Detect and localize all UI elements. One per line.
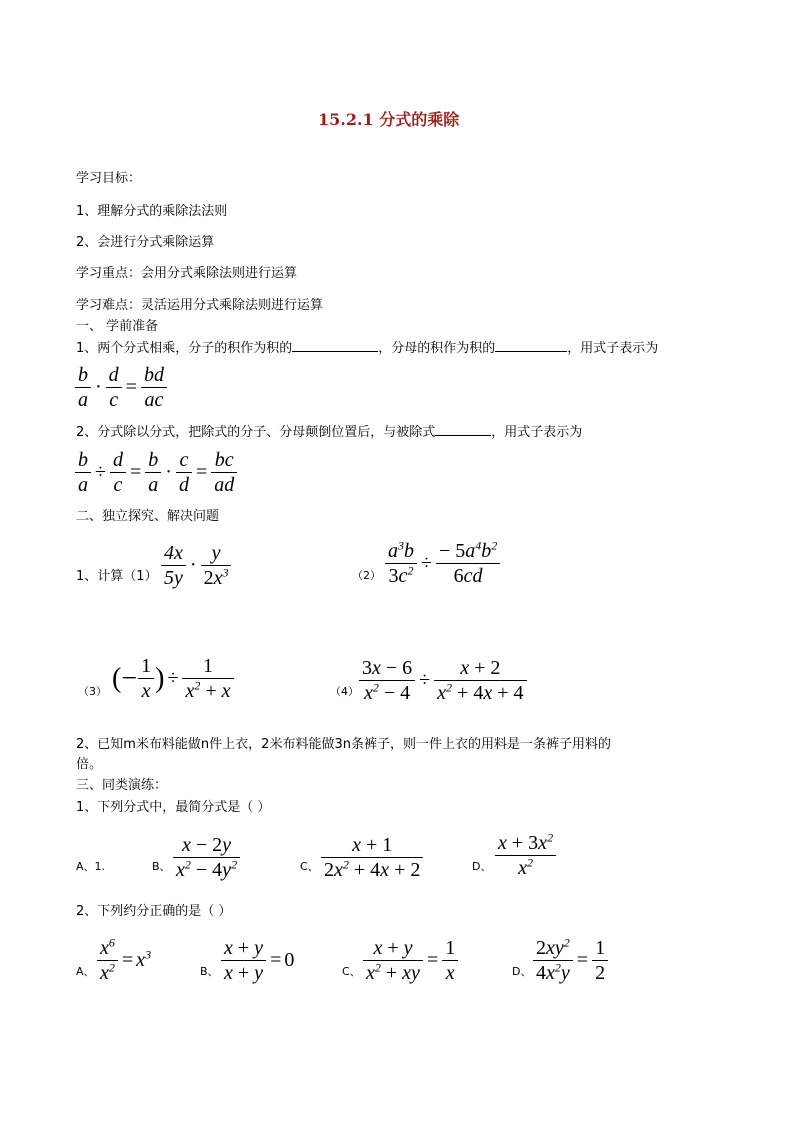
blank-numerator[interactable] — [292, 351, 378, 352]
section1-q2-text-b: ，用式子表示为 — [491, 425, 583, 440]
calc-label: 1、计算（1） — [76, 569, 158, 584]
blank-denominator[interactable] — [495, 351, 567, 352]
q2-option-b-expr: $\frac{x + y}{x + y}$ = 0 — [220, 936, 294, 985]
section2-q2-line2: 倍。 — [76, 757, 103, 772]
calc-label-2: （2） — [352, 569, 381, 582]
formula-multiplication: $\frac{b}{a}$ · $\frac{d}{c}$ = $\frac{bd}{ac}$ — [74, 363, 168, 412]
q1-option-d-expr: $\frac{x + 3x^2}{x^2}$ — [494, 831, 557, 880]
calc-expr-2: $\frac{a^3b}{3c^2}$ ÷ $\frac{- 5a^4b^2}{6cd}$ — [384, 539, 501, 588]
q2-option-d-expr: $\frac{2xy^2}{4x^2y}$ = $\frac{1}{2}$ — [532, 936, 609, 985]
section1-q2-text-a: 2、分式除以分式，把除式的分子、分母颠倒位置后，与被除式 — [76, 425, 436, 440]
section3-q1: 1、下列分式中，最简分式是（ ） — [76, 800, 271, 815]
q1-option-d-label: D、 — [472, 860, 492, 873]
page-title: 15.2.1 分式的乘除 — [318, 110, 460, 129]
calc-label-3: （3） — [78, 685, 107, 698]
calc-expr-1: $\frac{4x}{5y}$ · $\frac{y}{2x^3}$ — [160, 541, 232, 590]
difficult-point: 学习难点：灵活运用分式乘除法则进行运算 — [76, 298, 324, 313]
q2-option-a-label: A、 — [76, 965, 95, 978]
blank-multiply[interactable] — [435, 435, 491, 436]
q1-option-b-label: B、 — [152, 860, 171, 873]
calc-expr-3: (− $\frac{1}{x}$ ) ÷ $\frac{1}{x^2 + x}$ — [112, 654, 235, 703]
goal-item-1: 1、理解分式的乘除法法则 — [76, 204, 228, 219]
q2-option-b-label: B、 — [200, 965, 219, 978]
section1-q1-text-a: 1、两个分式相乘，分子的积作为积的 — [76, 341, 293, 356]
section1-q1-text-b: ，分母的积作为积的 — [378, 341, 496, 356]
q1-option-c-expr: $\frac{x + 1}{2x^2 + 4x + 2}$ — [320, 833, 424, 882]
goals-heading: 学习目标： — [76, 171, 142, 186]
section2-q2-line1: 2、已知m米布料能做n件上衣，2米布料能做3n条裤子，则一件上衣的用料是一条裤子用料的 — [76, 737, 611, 752]
section1-q2 — [76, 425, 582, 441]
q1-option-b-expr: $\frac{x - 2y}{x^2 - 4y^2}$ — [172, 833, 241, 882]
section1-heading: 一、 学前准备 — [76, 319, 159, 334]
calc-label-4: （4） — [330, 685, 359, 698]
section1-q1-text-c: ，用式子表示为 — [567, 341, 659, 356]
section3-q2: 2、下列约分正确的是（ ） — [76, 904, 232, 919]
q2-option-a-expr: $\frac{x^6}{x^2}$ = $x^3$ — [96, 936, 151, 985]
key-point: 学习重点：会用分式乘除法则进行运算 — [76, 266, 298, 281]
q2-option-c-label: C、 — [342, 965, 361, 978]
formula-division: $\frac{b}{a}$ ÷ $\frac{d}{c}$ = $\frac{b}{a}$ · $\frac{c}{d}$ = $\frac{bc}{ad}$ — [74, 448, 238, 497]
q1-option-c-label: C、 — [300, 860, 319, 873]
q1-option-a: A、1. — [76, 860, 106, 873]
calc-expr-4: $\frac{3x - 6}{x^2 - 4}$ ÷ $\frac{x + 2}{x^2 + 4x + 4}$ — [358, 656, 528, 705]
section1-q1 — [76, 341, 658, 357]
section2-heading: 二、独立探究、解决问题 — [76, 509, 220, 524]
q2-option-c-expr: $\frac{x + y}{x^2 + xy}$ = $\frac{1}{x}$ — [362, 936, 459, 985]
goal-item-2: 2、会进行分式乘除运算 — [76, 235, 215, 250]
q2-option-d-label: D、 — [512, 965, 532, 978]
section3-heading: 三、同类演练： — [76, 778, 168, 793]
